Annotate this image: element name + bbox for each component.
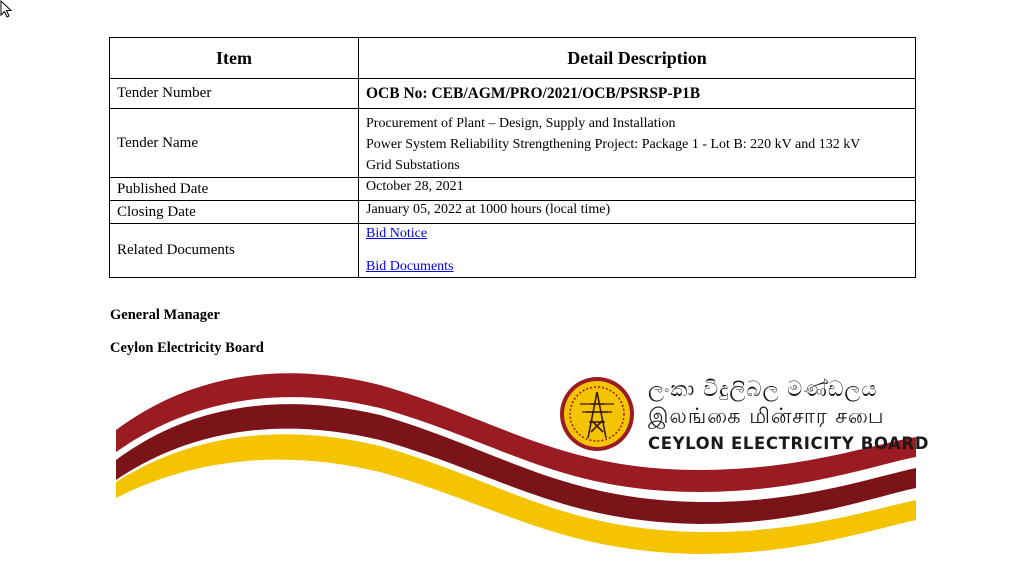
org-name-sinhala: ලංකා විදුලිබල මණ්ඩලය (648, 377, 878, 401)
header-item: Item (110, 38, 359, 79)
tender-number-value: OCB No: CEB/AGM/PRO/2021/OCB/PSRSP-P1B (359, 79, 916, 109)
related-documents-label: Related Documents (110, 224, 359, 278)
org-name-english: CEYLON ELECTRICITY BOARD (648, 434, 930, 453)
published-date-value: October 28, 2021 (359, 178, 916, 201)
tender-number-label: Tender Number (110, 79, 359, 109)
bid-documents-link[interactable]: Bid Documents (366, 259, 454, 274)
signature-title: General Manager (110, 307, 220, 323)
ceb-emblem-icon (560, 377, 634, 451)
header-description: Detail Description (359, 38, 916, 79)
signature-organization: Ceylon Electricity Board (110, 340, 264, 356)
org-name-tamil: இலங்கை மின்சார சபை (648, 404, 885, 428)
closing-date-value: January 05, 2022 at 1000 hours (local time) (359, 201, 916, 224)
tender-name-line1: Procurement of Plant – Design, Supply and Installation (366, 116, 676, 131)
tender-name-line3: Grid Substations (366, 158, 460, 173)
tender-name-label: Tender Name (110, 109, 359, 178)
bid-notice-link[interactable]: Bid Notice (366, 226, 428, 241)
published-date-label: Published Date (110, 178, 359, 201)
tender-name-line2: Power System Reliability Strengthening Project: Package 1 - Lot B: 220 kV and 132 kV (366, 137, 861, 152)
closing-date-label: Closing Date (110, 201, 359, 224)
